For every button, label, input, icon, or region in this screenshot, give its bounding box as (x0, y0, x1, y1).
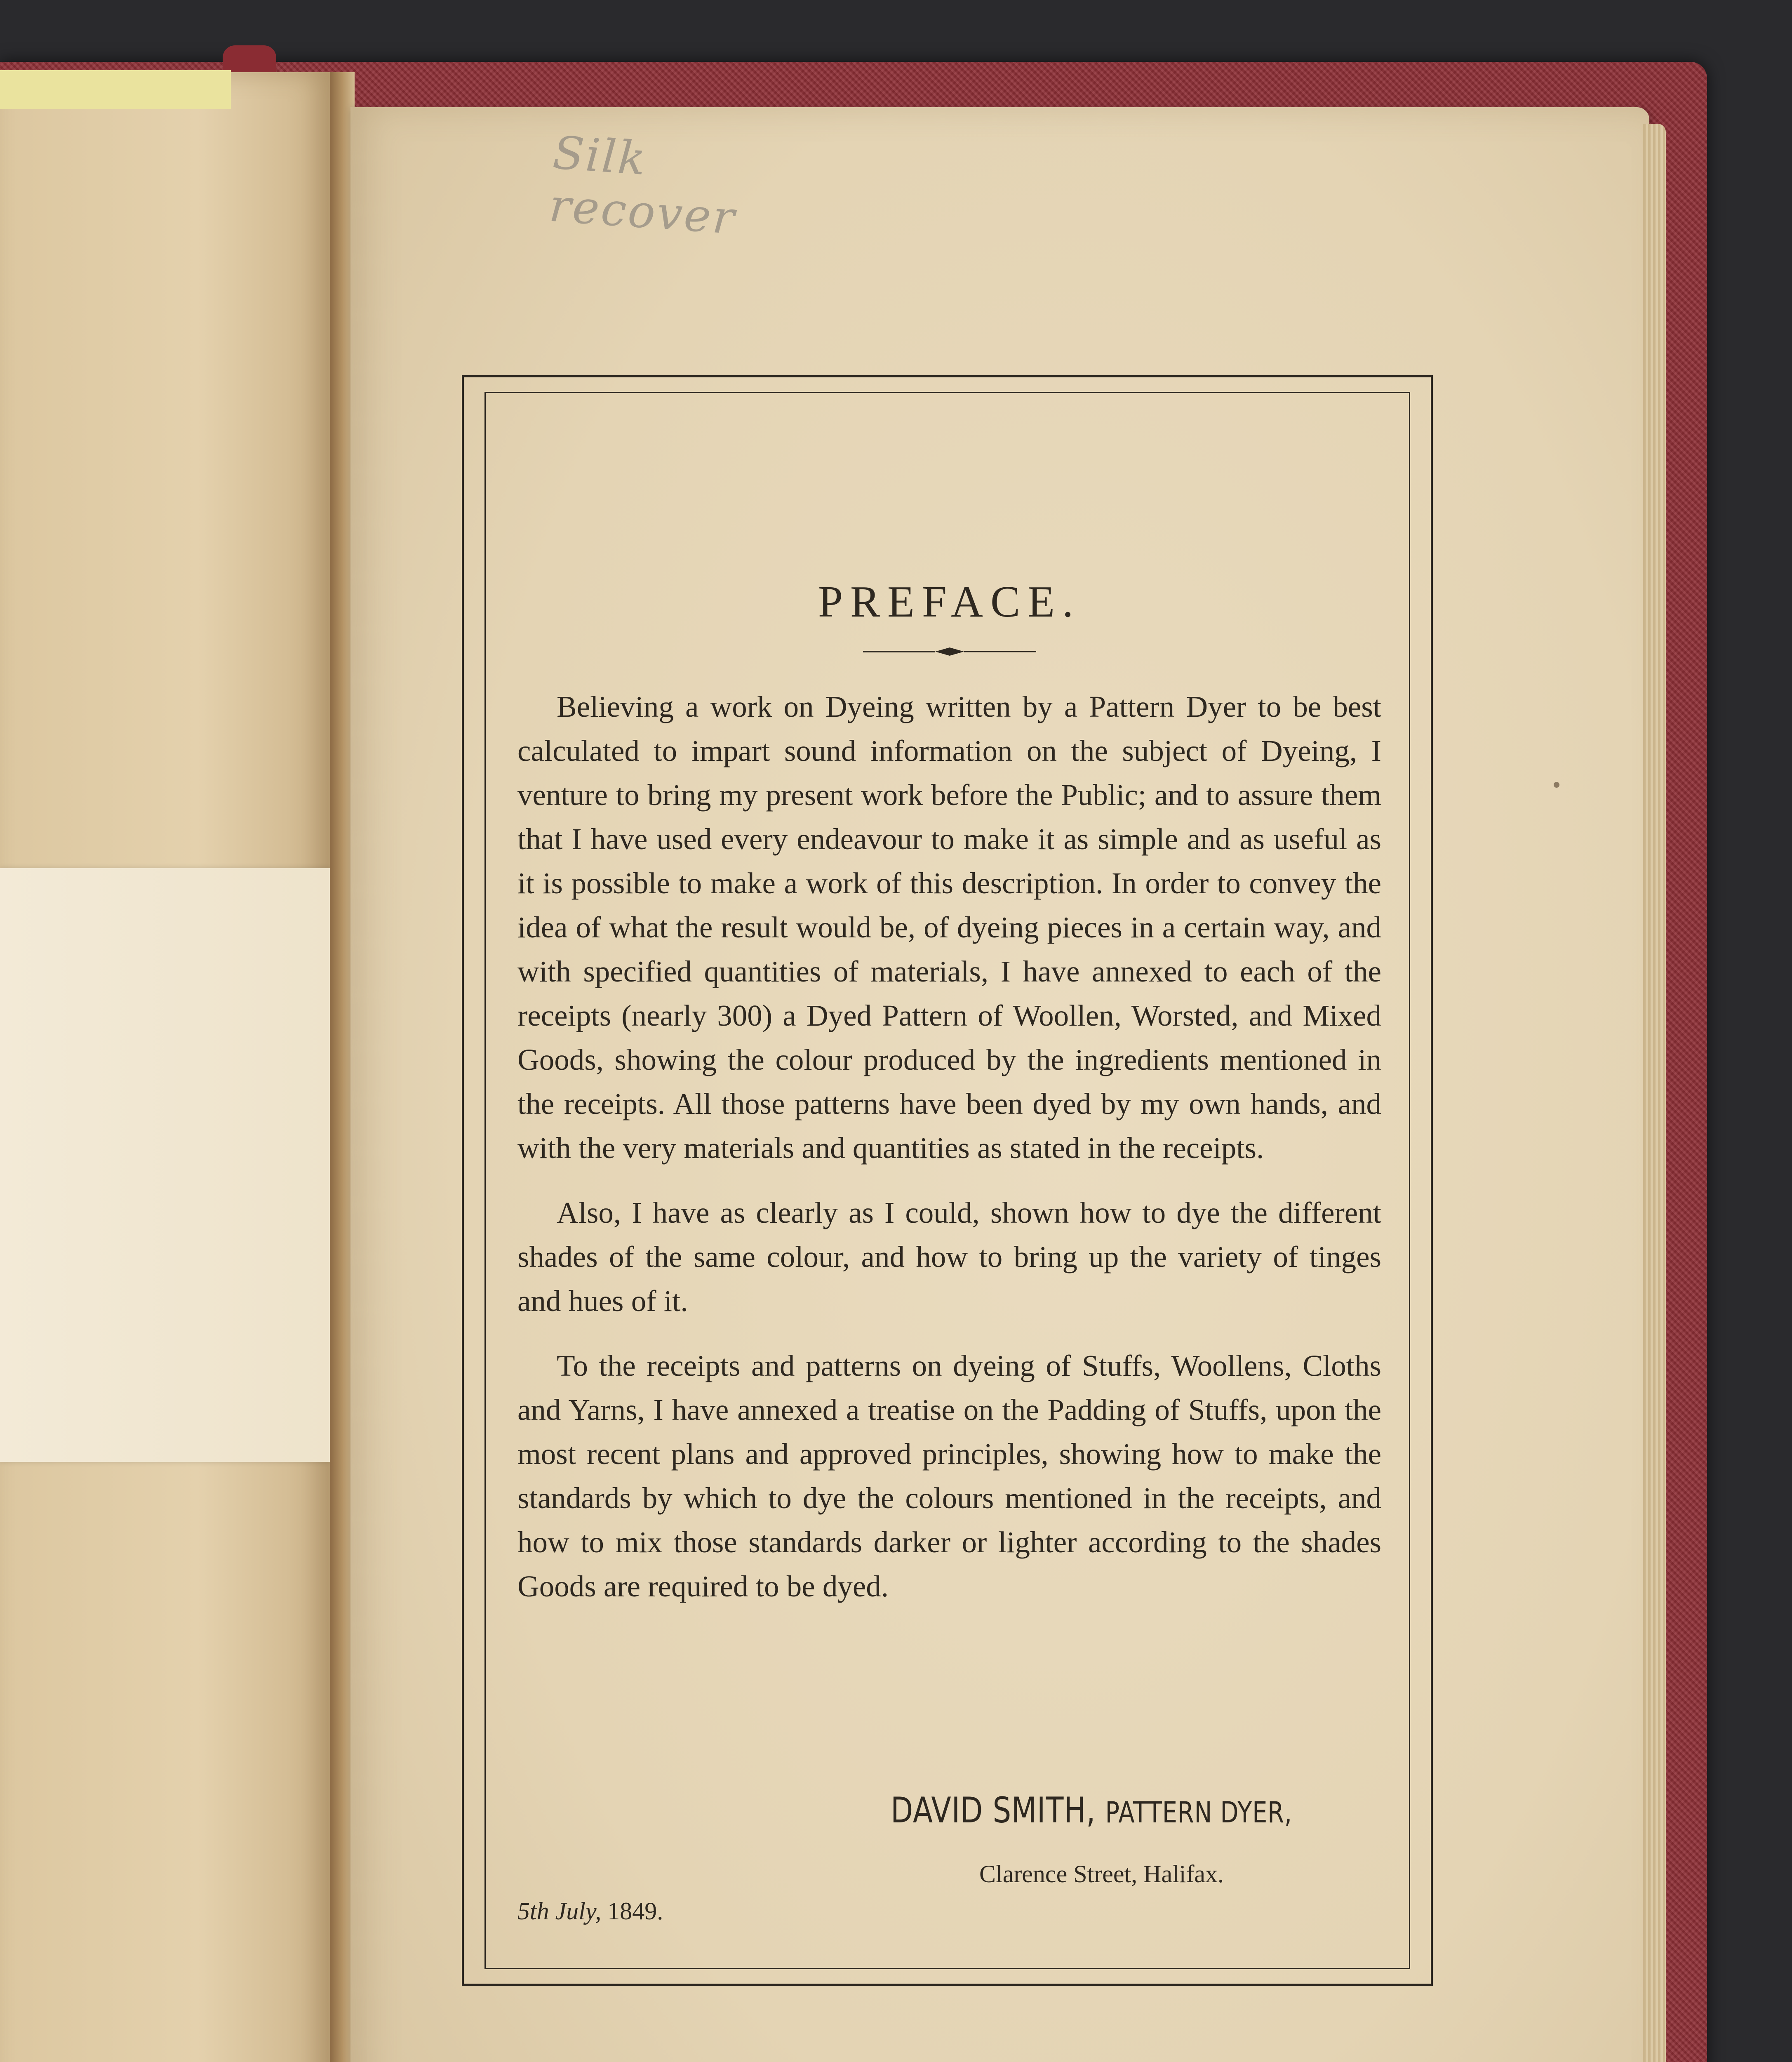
left-page-tab (0, 70, 231, 109)
author-signature (891, 1790, 1292, 1831)
preface-paragraph-3: To the receipts and patterns on dyeing of Stuffs, Woollens, Cloths and Yarns, I have annexed a treatise on the Padding of Stuffs, upon the most recent plans and approved principles, showing how to make the standards by which to dye the colours mentioned in the receipts, and how to mix those standards darker or lighter according to the shades Goods are required to be dyed. (517, 1349, 1381, 1603)
inserted-paper-slip (0, 868, 330, 1462)
page-edges (1643, 124, 1666, 2062)
date-year: 1849. (607, 1897, 663, 1925)
author-name: DAVID SMITH, (891, 1790, 1096, 1831)
date-day-month: 5th July, (517, 1897, 602, 1925)
preface-text-block (517, 577, 1381, 1629)
preface-paragraph-1: Believing a work on Dyeing written by a Pattern Dyer to be best calculated to impart sound information on the subject of Dyeing, I venture to bring my present work before the Public; and to assure them that I have used every endeavour to make it as simple and as useful as it is possible to make a work of this description. In order to convey the idea of what the result would be, of dyeing pieces in a certain way, and with specified quantities of materials, I have annexed to each of the receipts (nearly 300) a Dyed Pattern of Woollen, Worsted, and Mixed Goods, showing the colour produced by the ingredients mentioned in the receipts. All those patterns have been dyed by my own hands, and with the very materials and quantities as stated in the receipts. (517, 690, 1381, 1165)
title-ornament-icon (863, 643, 1036, 660)
author-title: PATTERN DYER, (1105, 1796, 1292, 1829)
pencil-annotation: Silk recover (547, 126, 738, 245)
paper-speck (1554, 782, 1559, 788)
preface-date (517, 1897, 663, 1925)
preface-paragraph-2: Also, I have as clearly as I could, shown how to dye the different shades of the same colour, and how to bring up the variety of tinges and hues of it. (517, 1196, 1381, 1318)
author-address: Clarence Street, Halifax. (979, 1860, 1224, 1888)
page-title: PREFACE. (818, 577, 1081, 626)
